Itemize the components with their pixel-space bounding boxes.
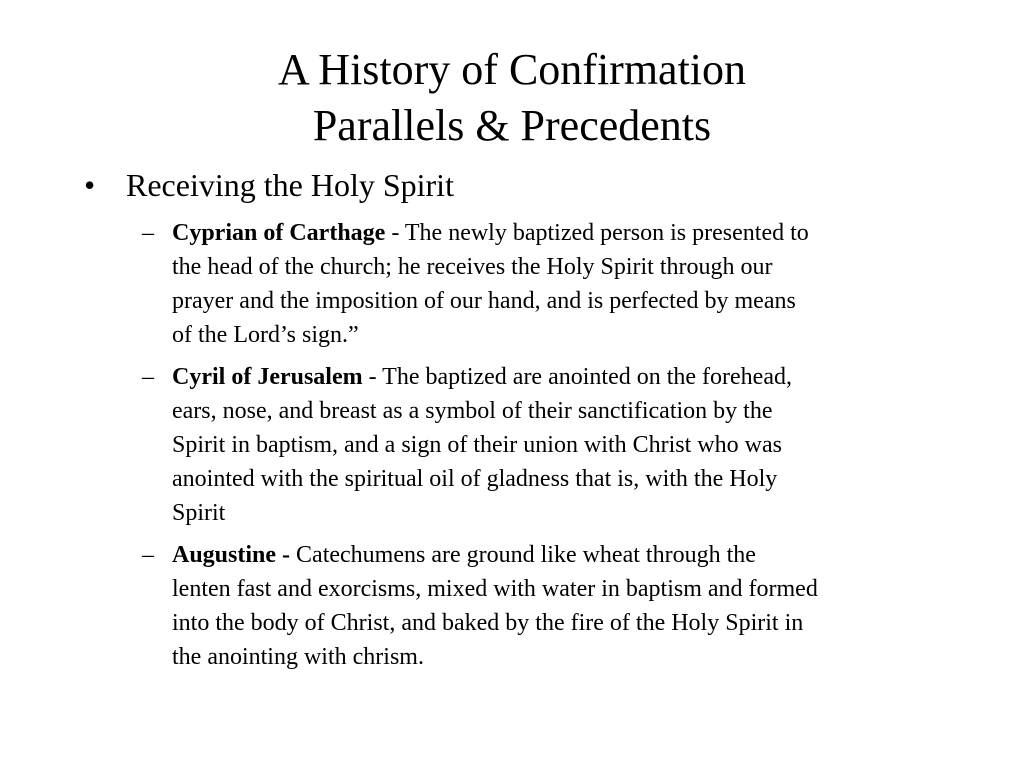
author-name: Augustine - [172, 542, 291, 568]
bullet-text: Receiving the Holy Spirit [126, 167, 454, 203]
text-line: into the body of Christ, and baked by the fire of the Holy Spirit in [172, 610, 804, 636]
sub-bullet-cyril [142, 360, 942, 530]
title-line-2: Parallels & Precedents [312, 101, 712, 150]
slide-title [0, 42, 1024, 154]
text-line: Spirit in baptism, and a sign of their union with Christ who was [172, 432, 782, 458]
sub-bullet-body [172, 216, 942, 352]
dash-marker: – [142, 542, 154, 568]
text-line: the anointing with chrism. [172, 644, 424, 670]
text-segment: Catechumens are ground like wheat through the [290, 542, 756, 568]
text-line: ears, nose, and breast as a symbol of their sanctification by the [172, 398, 773, 424]
sub-bullet-cyprian [142, 216, 942, 352]
title-line-1: A History of Confirmation [277, 45, 747, 94]
text-segment: - The baptized are anointed on the forehead, [362, 364, 792, 390]
dash-marker: – [142, 364, 154, 390]
text-line: anointed with the spiritual oil of gladness that is, with the Holy [172, 466, 778, 492]
text-segment: - The newly baptized person is presented to [385, 220, 809, 246]
text-line: prayer and the imposition of our hand, and is perfected by means [172, 288, 796, 314]
text-line [172, 360, 942, 394]
text-line: of the Lord’s sign.” [172, 322, 359, 348]
sub-bullet-body [172, 538, 942, 674]
text-line: the head of the church; he receives the Holy Spirit through our [172, 254, 773, 280]
sub-bullet-body [172, 360, 942, 530]
text-line [172, 216, 942, 250]
text-line [172, 538, 942, 572]
author-name: Cyprian of Carthage [172, 220, 386, 246]
sub-bullet-list [142, 216, 942, 682]
bullet-marker: • [84, 167, 96, 203]
author-name: Cyril of Jerusalem [172, 364, 363, 390]
sub-bullet-augustine [142, 538, 942, 674]
dash-marker: – [142, 220, 154, 246]
text-line: Spirit [172, 500, 226, 526]
text-line: lenten fast and exorcisms, mixed with water in baptism and formed [172, 576, 818, 602]
